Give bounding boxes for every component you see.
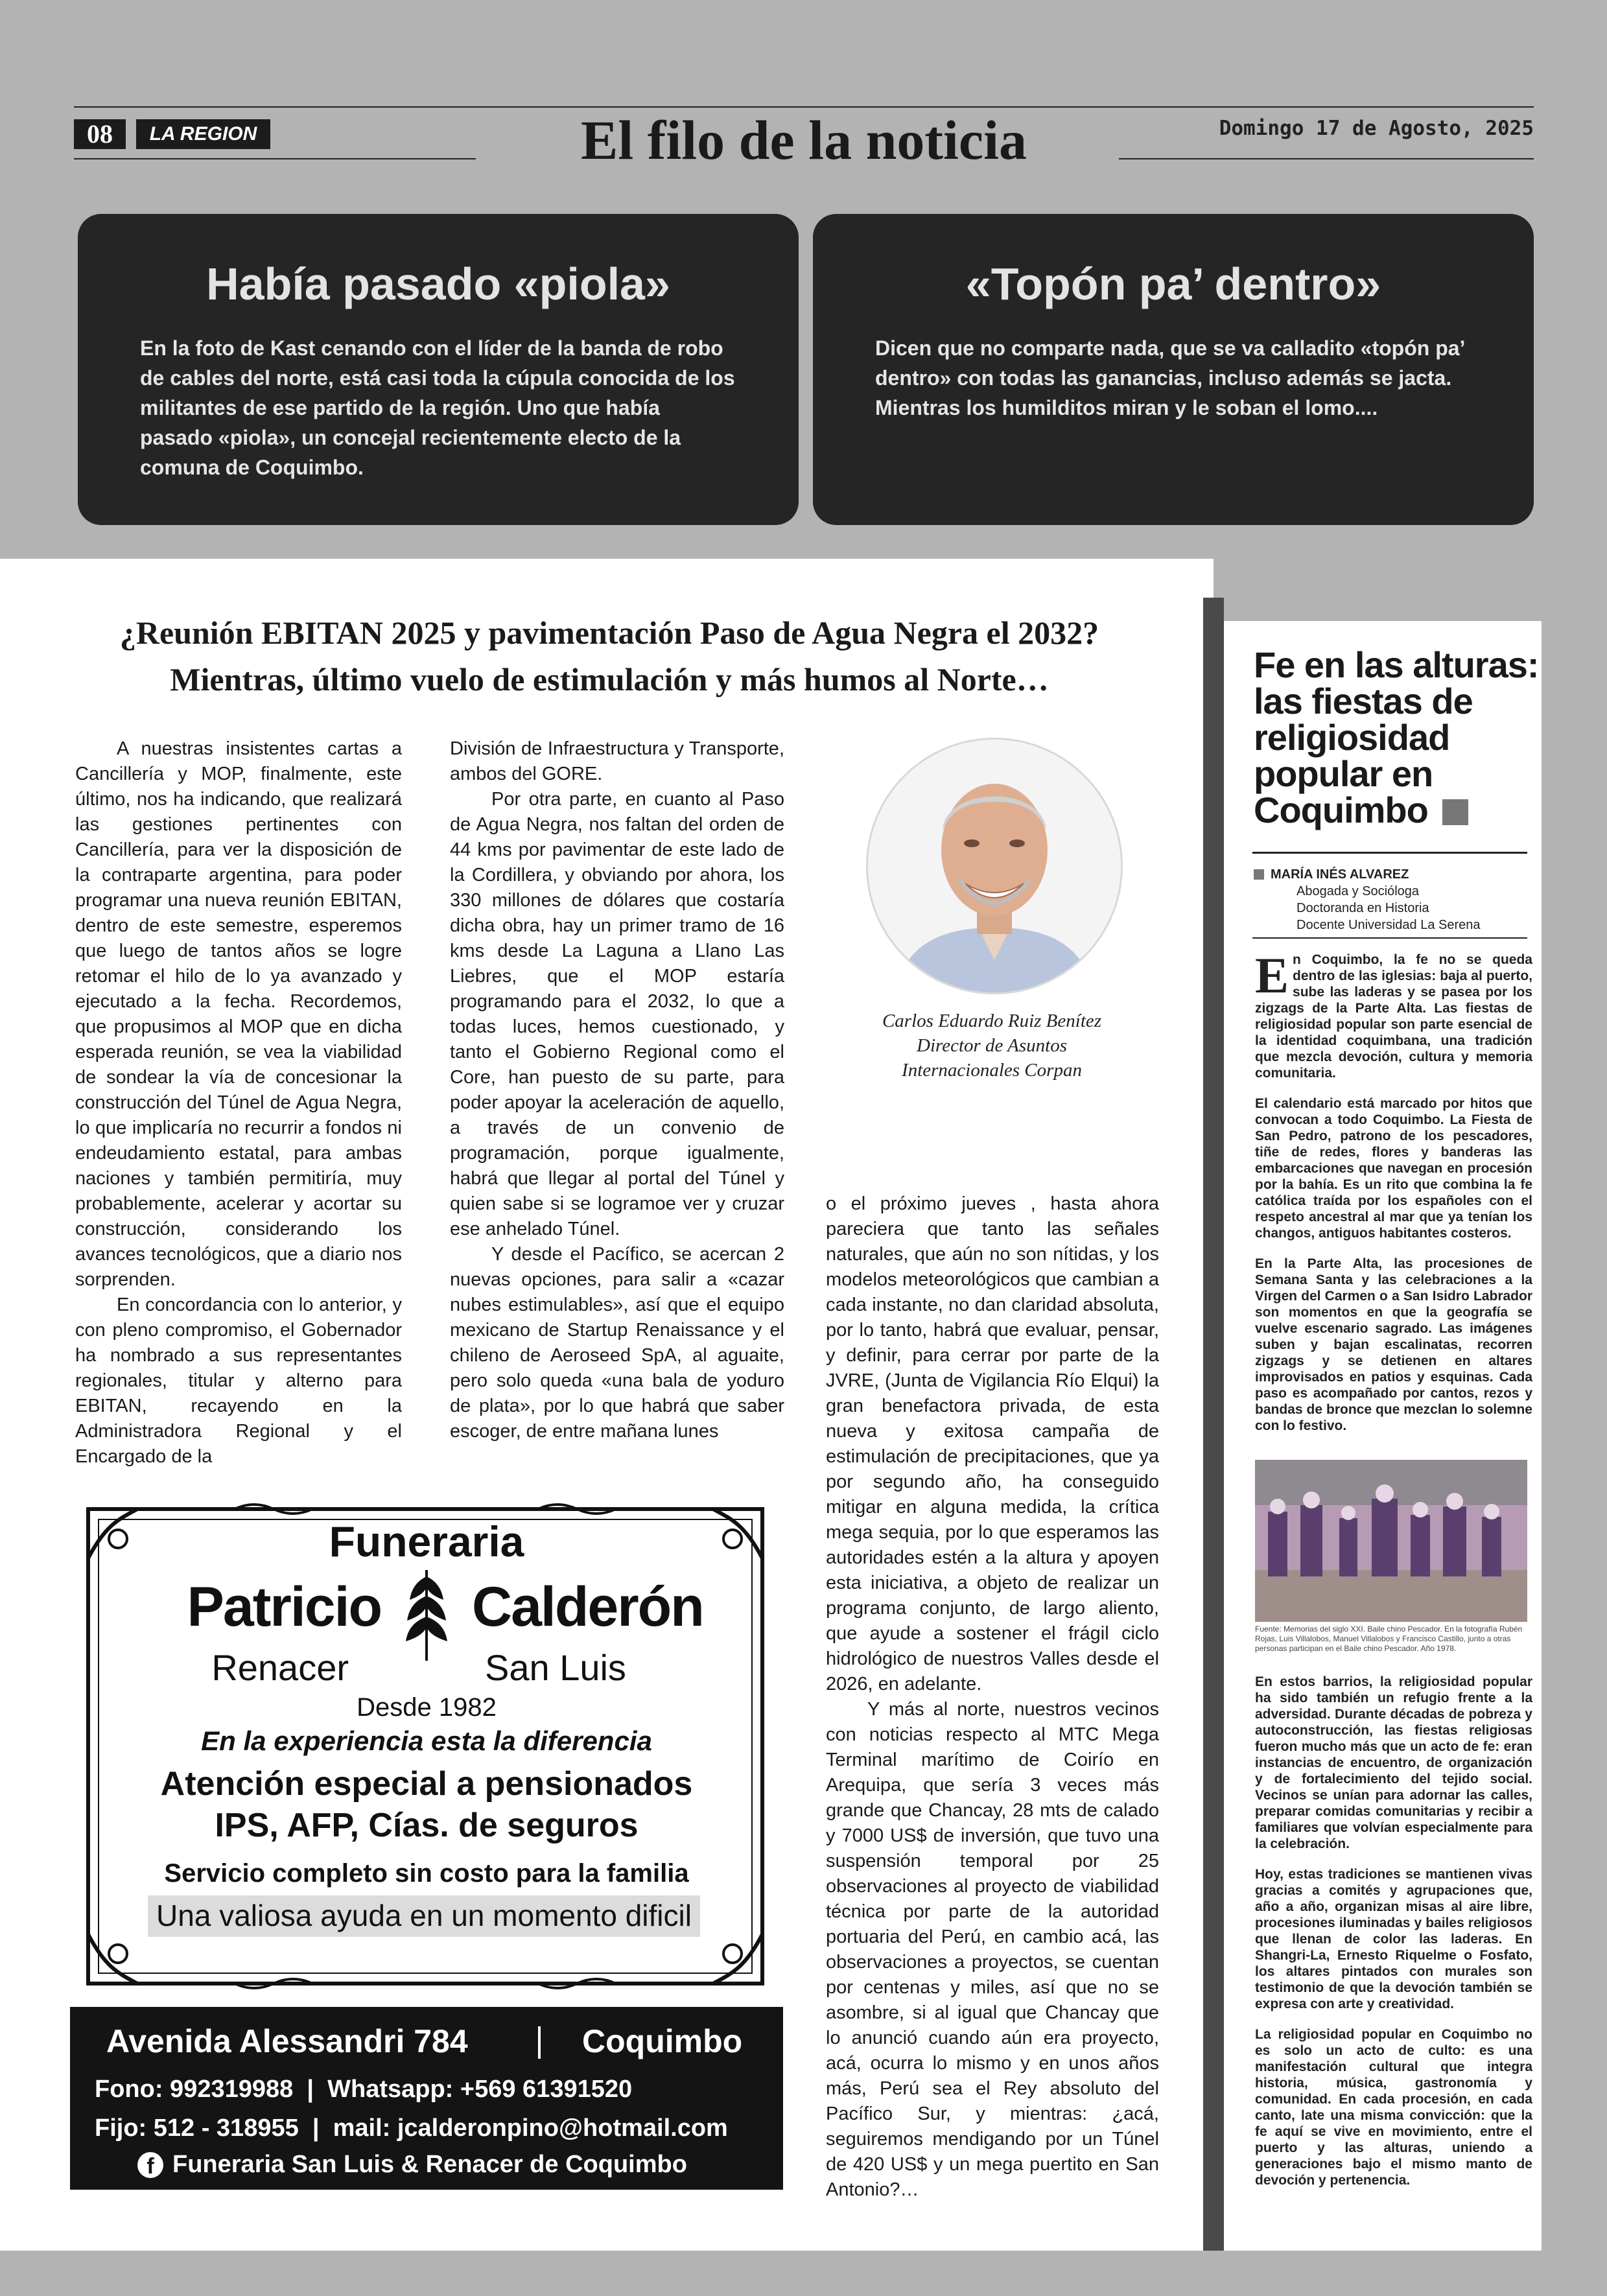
right-article-body-top	[1255, 947, 1532, 1448]
author-block	[1254, 866, 1532, 933]
dateline: Domingo 17 de Agosto, 2025	[1219, 117, 1534, 140]
article-paragraph: A nuestras insistentes cartas a Cancillería y MOP, finalmente, este último, nos ha indicando, que realizará las gestiones pertinentes con Cancillería, para ver la disposición de la contraparte argentina, para poder programar una nueva reunión EBITAN, dentro de este semestre, esperemos que luego de tantos años se logre retomar el hilo de lo ya avanzado y ejecutado a la fecha. Recordemos, que propusimos al MOP que en dicha esperada reunión, se vea la viabilidad de sondear la vía de concesionar la construcción del Túnel de Agua Negra, lo que implicaría no recurrir a fondos ni endeudamiento estatal, para ambas naciones y también permitiría, muy probablemente, acelerar y acortar su construcción, considerando los avances tecnológicos, que a diario nos sorprenden.	[75, 738, 402, 1290]
article-paragraph	[1255, 947, 1532, 1081]
caption-name: Carlos Eduardo Ruiz Benítez	[882, 1011, 1102, 1031]
ad-facebook: Funeraria San Luis & Renacer de Coquimbo	[172, 2151, 687, 2178]
ad-city: Coquimbo	[582, 2023, 743, 2059]
article-paragraph: División de Infraestructura y Transporte, ambos del GORE.	[450, 738, 784, 784]
article-paragraph: Hoy, estas tradiciones se mantienen vivas gracias a comités y agrupaciones que, año a año, organizan misas al aire libre, procesiones iluminadas y bailes religiosos que llenan de color las laderas. En Shangri-La, Ernesto Riquelme o Fosfato, los altares pintados con murales son testimonio de que la devoción también se expresa con arte y creatividad.	[1255, 1867, 1532, 2011]
right-title-rule	[1252, 852, 1527, 854]
gossip-text-right: Dicen que no comparte nada, que se va calladito «topón pa’ dentro» con todas las ganancias, incluso además se jacta. Mientras los humilditos miran y le soban el lomo....	[875, 336, 1464, 419]
ad-funeraria: Funeraria	[329, 1517, 524, 1565]
paragraph-text: n Coquimbo, la fe no se queda dentro de las iglesias: baja al puerto, sube las laderas y se pasea por los zigzags de la Parte Alta. Las fiestas de religiosidad popular son parte esencial de la identidad coquimbana, una tradición que mezcla devoción, cultura y memoria comunitaria.	[1255, 952, 1532, 1081]
article-paragraph: La religiosidad popular en Coquimbo no es solo un acto de culto: es una manifestación cultural que integra historia, música, gastronomía y comunidad. En cada procesión, en cada canto, late una misma convicción: que la fe aquí se vive en movimiento, entre el puerto y las alturas, uniendo a generaciones bajo el mismo manto de devoción y pertenencia.	[1255, 2027, 1532, 2188]
ad-separator	[538, 2026, 541, 2059]
article-paragraph: En la Parte Alta, las procesiones de Semana Santa y las celebraciones a la Virgen del Carmen o a San Isidro Labrador son momentos en que la geografía se vuelve escenario sagrado. Las imágenes suben y bajan escalinatas, recorren zigzags y se detienen en altares improvisados en patios y esquinas. Cada paso es acompañado por cantos, rezos y bandas de bronce que mezclan lo solemne con lo festivo.	[1255, 1256, 1532, 1433]
article-paragraph: El calendario está marcado por hitos que convocan a todo Coquimbo. La Fiesta de San Pedro, patrono de los pescadores, tiñe de redes, flores y banderas las embarcaciones que navegan en procesión por la bahía. Es un rito que combina la fe católica traída por los españoles con el respeto ancestral al mar que ya tenían los changos, antiguos habitantes costeros.	[1255, 1096, 1532, 1241]
right-column-border	[1203, 598, 1224, 2251]
right-article-title-text: Fe en las alturas: las fiestas de religiosidad popular en Coquimbo	[1254, 644, 1539, 830]
article-paragraph: En estos barrios, la religiosidad popular ha sido también un refugio frente a la adversidad. Durante décadas de pobreza y autoconstrucción, las fiestas religiosas fueron mucho más que un acto de fe: eran instancias de encuentro, de organización y de fortalecimiento del tejido social. Vecinos se unían para adornar las calles, preparar comidas comunitarias y recibir a familiares que volvían especialmente para la celebración.	[1255, 1674, 1532, 1851]
gossip-box-left	[78, 214, 799, 525]
ad-contact-bar	[70, 2007, 783, 2190]
procession-photo	[1255, 1460, 1527, 1622]
photo-caption: Fuente: Memorias del siglo XXI. Baile chino Pescador. En la fotografía Rubén Rojas, Luis Villalobos, Manuel Villalobos y Francisco Castillo, junto a otras personas participan en el Baile chino Pescador. Año 1978.	[1255, 1624, 1523, 1653]
right-article-title	[1254, 644, 1545, 830]
article-paragraph: o el próximo jueves , hasta ahora pareciera que tanto las señales naturales, que aún no son nítidas, y los modelos meteorológicos que cambian a cada instante, no dan claridad absoluta, por lo tanto, habrá que evaluar, pensar, y definir, para cerrar por parte de la JVRE, (Junta de Vigilancia Río Elqui) la gran benefactora privada, de esta nueva y exitosa campaña de estimulación de precipitaciones, que ya por segundo año, ha conseguido mitigar en alguna medida, la crítica mega sequia, por lo que esperamos las autoridades estén a la altura y apoyen esta iniciativa, a objeto de realizar un programa conjunto, de largo aliento, que ayude a sostener el frágil ciclo hidrológico de nuestros Valles desde el 2026, en adelante.	[826, 1193, 1159, 1694]
header-right-rule	[1119, 158, 1534, 159]
main-headline-line-1: ¿Reunión EBITAN 2025 y pavimentación Paso de Agua Negra el 2032?	[119, 615, 1099, 651]
procession-illustration	[1255, 1460, 1527, 1622]
author-title-3: Docente Universidad La Serena	[1296, 918, 1481, 932]
article-column-1	[75, 736, 402, 1470]
caption-role-1: Director de Asuntos	[917, 1035, 1067, 1056]
author-square-icon	[1254, 869, 1264, 880]
ad-slogan: En la experiencia esta la diferencia	[201, 1726, 652, 1756]
ad-attention-1: Atención especial a pensionados	[160, 1765, 693, 1803]
caption-role-2: Internacionales Corpan	[902, 1060, 1082, 1081]
portrait-illustration	[868, 740, 1121, 992]
paper-name-logo: LA REGION	[136, 119, 270, 149]
article-paragraph: Y desde el Pacífico, se acercan 2 nuevas opciones, para salir a «cazar nubes estimulables», así que el equipo mexicano de Startup Renaissance y el chileno de Aeroseed SpA, al aguaite, pero solo queda «una bala de yoduro de plata», por lo que habrá que saber escoger, de entre mañana lunes	[450, 1244, 784, 1442]
wheat-icon	[388, 1564, 465, 1661]
article-paragraph: En concordancia con lo anterior, y con pleno compromiso, el Gobernador ha nombrado a sus representantes regionales, titular y alterno para EBITAN, recayendo en la Administradora Regional y el Encargado de la	[75, 1294, 402, 1467]
right-article-body-bottom	[1255, 1674, 1532, 2203]
title-end-square-icon	[1442, 799, 1468, 825]
facebook-icon: f	[137, 2152, 163, 2178]
ad-name-left: Patricio	[187, 1576, 381, 1638]
gossip-title-left: Había pasado «piola»	[206, 259, 670, 309]
ad-phone: Fono: 992319988 | Whatsapp: +569 61391520	[95, 2076, 633, 2103]
page-number: 08	[74, 119, 126, 149]
ad-fixed: Fijo: 512 - 318955 | mail: jcalderonpino@hotmail.com	[95, 2114, 728, 2142]
funeral-home-ad	[70, 1491, 783, 2191]
portrait-caption	[836, 1009, 1147, 1083]
author-portrait	[866, 738, 1123, 994]
article-paragraph: Por otra parte, en cuanto al Paso de Agua Negra, nos faltan del orden de 44 kms por pavimentar de este lado de la Cordillera, y obviando por ahora, los 330 millones de dólares que costaría dicha obra, hay un primer tramo de 16 kms desde La Laguna a Llano Las Liebres, que el MOP estaría programando para el 2032, lo que a todas luces, hemos cuestionado, y tanto el Gobierno Regional como el Core, han puesto de su parte, para poder apoyar la aceleración de aquello, a través de un convenio de programación, porque igualmente, habrá que llegar al portal del Túnel y quien sabe si se logramoe ver y cruzar ese anhelado Túnel.	[450, 789, 784, 1239]
ad-attention-2: IPS, AFP, Cías. de seguros	[215, 1807, 639, 1844]
article-column-3	[826, 1191, 1159, 2203]
author-title-1: Abogada y Socióloga	[1296, 884, 1420, 898]
article-paragraph: Y más al norte, nuestros vecinos con noticias respecto al MTC Mega Terminal marítimo de Coirío en Arequipa, que sería 3 veces más grande que Chancay, 28 mts de calado y 7000 US$ de inversión, que tuvo una suspensión temporal por 25 observaciones al proyecto de viabilidad técnica por parte de la autoridad portuaria del Perú, en cambio acá, las observaciones a proyectos, se cuentan por centenas y miles, así que no se asombre, si al igual que Chancay que lo anunció cuando aún era proyecto, acá, ocurra lo mismo y en unos años más, Perú sea el Rey absoluto del Pacífico Sur, y mientras: ¿acá, seguiremos mendigando por un Túnel de 420 US$ y un mega puertito en San Antonio?…	[826, 1699, 1159, 2200]
ad-sub-right: San Luis	[485, 1647, 626, 1688]
ad-name-right: Calderón	[472, 1576, 703, 1638]
gossip-box-right	[813, 214, 1534, 525]
ad-since: Desde 1982	[357, 1693, 497, 1722]
header-left-rule	[74, 158, 476, 159]
author-title-2: Doctoranda en Historia	[1296, 901, 1429, 915]
ad-service: Servicio completo sin costo para la familia	[164, 1859, 689, 1888]
ad-address: Avenida Alessandri 784	[106, 2023, 468, 2059]
gossip-text-left: En la foto de Kast cenando con el líder de la banda de robo de cables del norte, está casi toda la cúpula conocida de los militantes de ese partido de la región. Uno que había pasado «piola», un concejal recientemente electo de la comuna de Coquimbo.	[140, 336, 735, 479]
ad-sub-left: Renacer	[211, 1647, 349, 1688]
gossip-title-right: «Topón pa’ dentro»	[965, 259, 1381, 309]
author-rule	[1252, 937, 1527, 939]
author-name-row	[1254, 866, 1532, 883]
main-headline-line-2: Mientras, último vuelo de estimulación y más humos al Norte…	[170, 661, 1049, 697]
drop-cap: E	[1255, 947, 1289, 1003]
author-name: MARÍA INÉS ALVAREZ	[1271, 867, 1409, 882]
article-column-2	[450, 736, 784, 1444]
section-title: El filo de la noticia	[581, 109, 1027, 171]
main-headline	[52, 609, 1167, 703]
ad-help: Una valiosa ayuda en un momento dificil	[156, 1899, 692, 1932]
